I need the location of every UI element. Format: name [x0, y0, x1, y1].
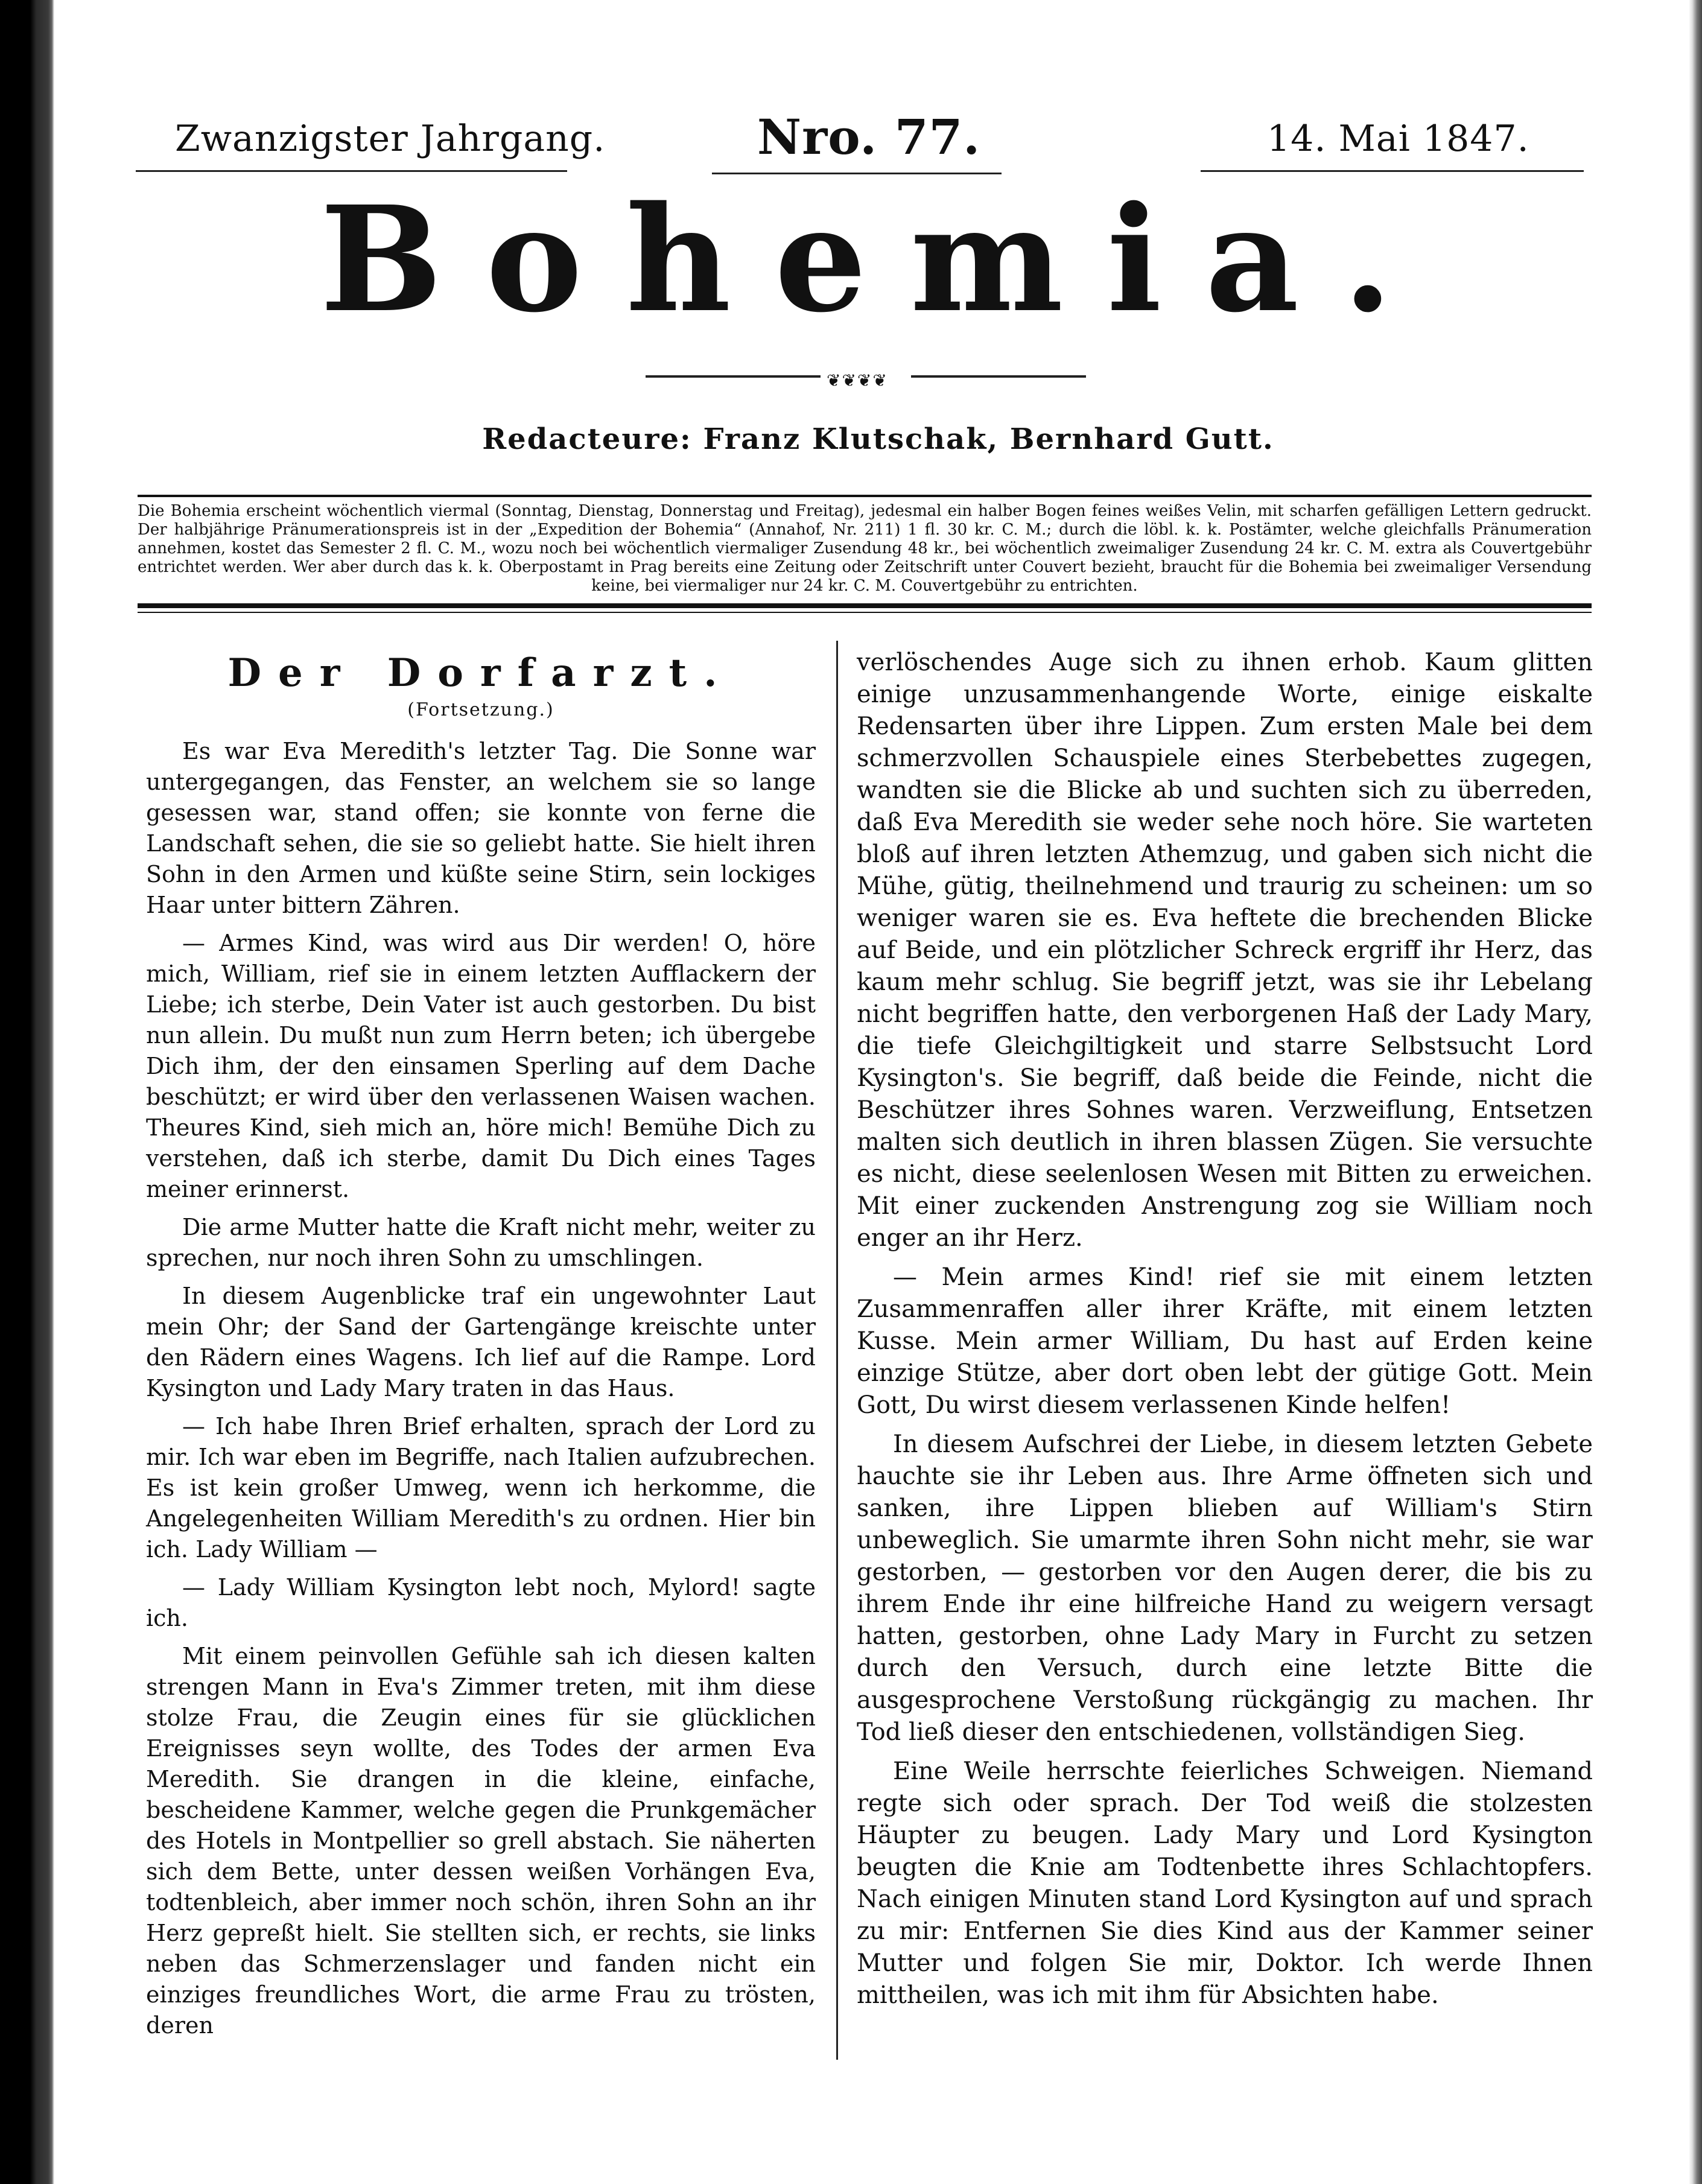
editors-line: Redacteure: Franz Klutschak, Bernhard Gutt. — [482, 422, 1274, 456]
left-column — [146, 647, 816, 2048]
binding-edge — [0, 0, 54, 2184]
paragraph: In diesem Augenblicke traf ein ungewohnter Laut mein Ohr; der Sand der Gartengänge kreischte unter den Rädern eines Wagens. Ich lief auf die Rampe. Lord Kysington und Lady Mary traten in das Haus. — [146, 1283, 816, 1402]
issue-number: Nro. 77. — [757, 109, 981, 165]
article-title: Der Dorfarzt. — [227, 650, 734, 696]
notice-bottom-rule — [138, 603, 1592, 608]
ornament-glyphs: ❦❦❦❦ — [827, 370, 888, 390]
paragraph: Die arme Mutter hatte die Kraft nicht mehr, weiter zu sprechen, nur noch ihren Sohn zu umschlingen. — [146, 1214, 816, 1271]
masthead-ornament — [646, 370, 1086, 390]
paragraph: — Mein armes Kind! rief sie mit einem letzten Zusammenraffen aller ihrer Kräfte, mit einem letzten Kusse. Mein armer William, Du hast auf Erden keine einzige Stütze, aber dort oben lebt der gütige Gott. Mein Gott, Du wirst diesem verlassenen Kinde helfen! — [857, 1263, 1593, 1419]
date-rule — [1201, 170, 1584, 172]
paragraph: — Lady William Kysington lebt noch, Mylord! sagte ich. — [146, 1574, 816, 1631]
paragraph: — Ich habe Ihren Brief erhalten, sprach der Lord zu mir. Ich war eben im Begriffe, nach Italien aufzubrechen. Es ist kein großer Umweg, wenn ich herkomme, die Angelegenheiten William Meredith's zu ordnen. Hier bin ich. Lady William — — [146, 1413, 816, 1563]
notice-top-rule — [138, 495, 1592, 497]
volume-label: Zwanzigster Jahrgang. — [175, 118, 606, 160]
paragraph: Es war Eva Meredith's letzter Tag. Die Sonne war untergegangen, das Fenster, an welchem sie so lange gesessen war, stand offen; sie konnte von ferne die Landschaft sehen, die sie so geliebt hatte. Sie hielt ihren Sohn in den Armen und küßte seine Stirn, sein lockiges Haar unter bittern Zähren. — [146, 738, 816, 918]
right-column — [857, 647, 1593, 2019]
subscription-notice: Die Bohemia erscheint wöchentlich viermal (Sonntag, Dienstag, Donnerstag und Freitag), jedesmal ein halber Bogen feines weißes Velin, mit scharfen gefälligen Lettern gedruckt. Der halbjährige Pränumerationspreis ist in der „Expedition der Bohemia“ (Annahof, Nr. 211) 1 fl. 30 kr. C. M.; durch die löbl. k. k. Postämter, welche gleichfalls Pränumeration annehmen, kostet das Semester 2 fl. C. M., wozu noch bei wöchentlich viermaliger Zusendung 48 kr., bei wöchentlich zweimaliger Zusendung 24 kr. C. M. extra als Couvertgebühr entrichtet werden. Wer aber durch das k. k. Oberpostamt in Prag bereits eine Zeitung oder Zeitschrift unter Couvert bezieht, braucht für die Bohemia bei zweimaliger Versendung keine, bei viermaliger nur 24 kr. C. M. Couvertgebühr zu entrichten. — [138, 502, 1592, 595]
notice-bottom-thin-rule — [138, 612, 1592, 613]
column-divider — [836, 641, 838, 2060]
page-right-edge — [1689, 0, 1702, 2184]
volume-rule — [136, 170, 567, 172]
paragraph: Mit einem peinvollen Gefühle sah ich diesen kalten strengen Mann in Eva's Zimmer treten, mit ihm diese stolze Frau, die Zeugin eines für sie glücklichen Ereignisses seyn wollte, des Todes der armen Eva Meredith. Sie drangen in die kleine, einfache, bescheidene Kammer, welche gegen die Prunkgemächer des Hotels in Montpellier so grell abstach. Sie näherten sich dem Bette, unter dessen weißen Vorhängen Eva, todtenbleich, aber immer noch schön, ihren Sohn an ihr Herz gepreßt hielt. Sie stellten sich, er rechts, sie links neben das Schmerzenslager und fanden nicht ein einziges freundliches Wort, die arme Frau zu trösten, deren — [146, 1643, 816, 2039]
newspaper-page — [54, 0, 1702, 2184]
article-subtitle: (Fortsetzung.) — [407, 699, 554, 720]
paragraph: — Armes Kind, was wird aus Dir werden! O, höre mich, William, rief sie in einem letzten Aufflackern der Liebe; ich sterbe, Dein Vater ist auch gestorben. Du bist nun allein. Du mußt nun zum Herrn beten; ich übergebe Dich ihm, der den einsamen Sperling auf dem Dache beschützt; er wird über den verlassenen Waisen wachen. Theures Kind, sieh mich an, höre mich! Bemühe Dich zu verstehen, daß ich sterbe, damit Du Dich eines Tages meiner erinnerst. — [146, 930, 816, 1202]
issue-date: 14. Mai 1847. — [1267, 118, 1529, 160]
paragraph: Eine Weile herrschte feierliches Schweigen. Niemand regte sich oder sprach. Der Tod weiß die stolzesten Häupter zu beugen. Lady Mary und Lord Kysington beugten die Knie am Todtenbette ihres Schlachtopfers. Nach einigen Minuten stand Lord Kysington auf und sprach zu mir: Entfernen Sie dies Kind aus der Kammer seiner Mutter und folgen Sie mir, Doktor. Ich werde Ihnen mittheilen, was ich mit ihm für Absichten habe. — [857, 1757, 1593, 2009]
paragraph: verlöschendes Auge sich zu ihnen erhob. Kaum glitten einige unzusammenhangende Worte, einige eiskalte Redensarten über ihre Lippen. Zum ersten Male bei dem schmerzvollen Schauspiele eines Sterbebettes zugegen, wandten sie die Blicke ab und suchten sich zu überreden, daß Eva Meredith sie weder sehe noch höre. Sie warteten bloß auf ihren letzten Athemzug, und gaben sich nicht die Mühe, gütig, theilnehmend und traurig zu scheinen: um so weniger waren sie es. Eva heftete die brechenden Blicke auf Beide, und ein plötzlicher Schreck ergriff ihr Herz, das kaum mehr schlug. Sie begriff jetzt, was sie ihr Lebelang nicht begriffen hatte, den verborgenen Haß der Lady Mary, die tiefe Gleichgiltigkeit und starre Selbstsucht Lord Kysington's. Sie begriff, daß beide die Feinde, nicht die Beschützer ihres Sohnes waren. Verzweiflung, Entsetzen malten sich deutlich in ihren blassen Zügen. Sie versuchte es nicht, diese seelenlosen Wesen mit Bitten zu erweichen. Mit einer zuckenden Anstrengung zog sie William noch enger an ihr Herz. — [857, 649, 1593, 1252]
masthead-title: Bohemia. — [320, 174, 1437, 344]
paragraph: In diesem Aufschrei der Liebe, in diesem letzten Gebete hauchte sie ihr Leben aus. Ihre Arme öffneten sich und sanken, ihre Lippen blieben auf William's Stirn unbeweglich. Sie umarmte ihren Sohn nicht mehr, sie war gestorben, — gestorben vor den Augen derer, die bis zu ihrem Ende ihr eine hilfreiche Hand zu weigern versagt hatten, gestorben, ohne Lady Mary in Furcht zu setzen durch den Versuch, durch eine letzte Bitte die ausgesprochene Verstoßung rückgängig zu machen. Ihr Tod ließ dieser den entschiedenen, vollständigen Sieg. — [857, 1430, 1593, 1746]
